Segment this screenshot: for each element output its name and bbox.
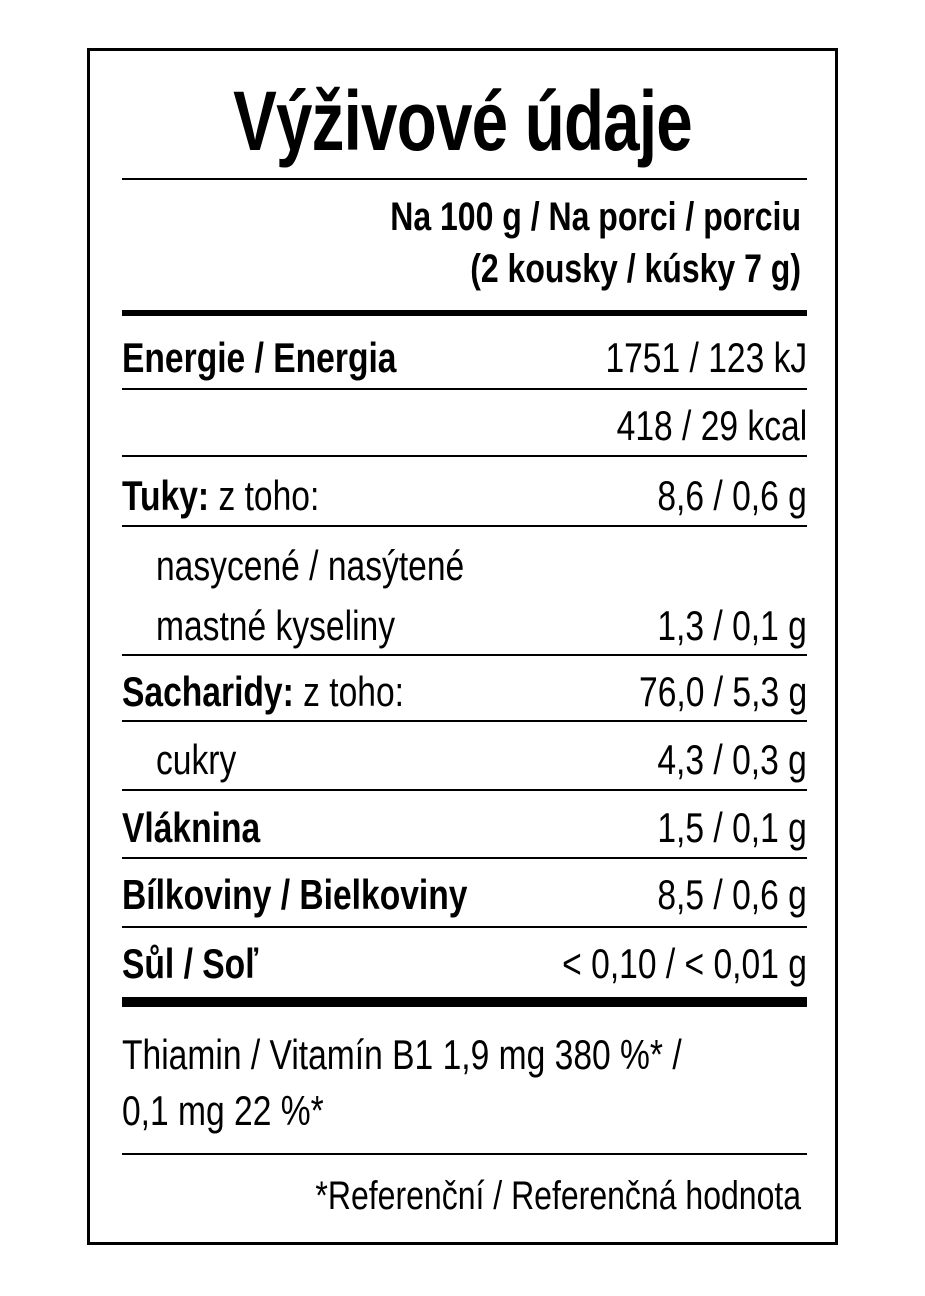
row-saturated-fat-line2 — [122, 597, 807, 655]
row-value: 1,3 / 0,1 g — [657, 602, 807, 649]
row-salt — [122, 935, 807, 993]
divider — [122, 720, 807, 722]
row-value: 8,6 / 0,6 g — [657, 472, 807, 519]
row-label: Energie / Energia — [122, 334, 397, 381]
row-value: 418 / 29 kcal — [616, 402, 807, 449]
row-saturated-fat — [122, 537, 807, 595]
divider — [122, 388, 807, 390]
row-label: cukry — [156, 736, 237, 783]
divider — [122, 857, 807, 859]
row-label: mastné kyseliny — [156, 602, 396, 649]
row-carbohydrates — [122, 663, 807, 721]
row-protein — [122, 866, 807, 924]
divider — [122, 997, 807, 1007]
serving-header — [289, 191, 801, 295]
vitamin-line2: 0,1 mg 22 %* — [122, 1087, 324, 1134]
row-sugars — [122, 731, 807, 789]
reference-note: *Referenční / Referenčná hodnota — [315, 1174, 801, 1218]
divider — [122, 455, 807, 457]
nutrition-label — [87, 48, 838, 1245]
row-value: 8,5 / 0,6 g — [657, 871, 807, 918]
row-value: 1751 / 123 kJ — [605, 334, 807, 381]
divider — [122, 926, 807, 928]
row-label: Tuky: z toho: — [122, 472, 320, 519]
row-label: Sacharidy: z toho: — [122, 668, 405, 715]
label-title: Výživové údaje — [233, 74, 692, 168]
row-fibre — [122, 799, 807, 857]
row-value: 1,5 / 0,1 g — [657, 804, 807, 851]
row-label: Sůl / Soľ — [122, 940, 259, 987]
divider — [122, 789, 807, 791]
row-label: Bílkoviny / Bielkoviny — [122, 871, 468, 918]
divider — [122, 178, 807, 180]
serving-header-line1: Na 100 g / Na porci / porciu — [390, 195, 801, 239]
row-value: 4,3 / 0,3 g — [657, 736, 807, 783]
divider — [122, 654, 807, 656]
row-fat — [122, 467, 807, 525]
divider — [122, 1153, 807, 1155]
serving-header-line2: (2 kousky / kúsky 7 g) — [470, 247, 801, 291]
row-label: Vláknina — [122, 804, 261, 851]
row-energy-kj — [122, 329, 807, 387]
divider — [122, 525, 807, 527]
row-value: < 0,10 / < 0,01 g — [562, 940, 807, 987]
row-label: nasycené / nasýtené — [156, 542, 465, 589]
vitamin-info — [122, 1027, 802, 1139]
row-value: 76,0 / 5,3 g — [638, 668, 807, 715]
row-energy-kcal — [122, 397, 807, 455]
divider — [122, 310, 807, 316]
vitamin-line1: Thiamin / Vitamín B1 1,9 mg 380 %* / — [122, 1031, 682, 1078]
